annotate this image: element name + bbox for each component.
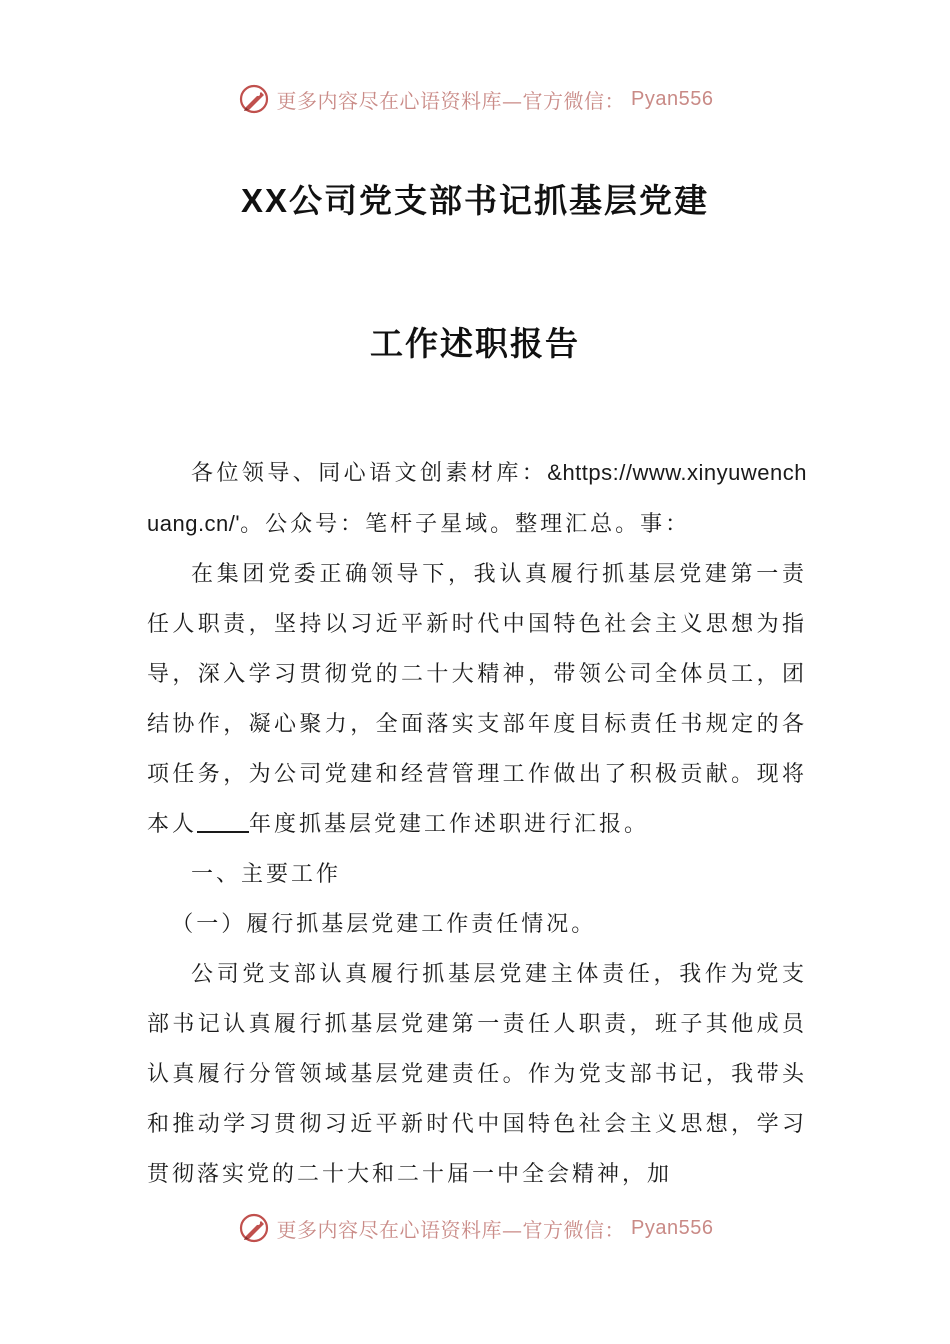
section-heading: 一、主要工作	[191, 862, 342, 887]
greeting-text: 各位领导、同心语文创素材库：	[191, 461, 548, 486]
watermark-id: Pyan556	[631, 87, 714, 110]
pen-logo-icon	[237, 1211, 271, 1245]
greeting-text-2: 。公众号：笔杆子星域。整理汇总。事：	[240, 512, 691, 537]
title-line1-text: 公司党支部书记抓基层党建	[289, 181, 710, 220]
watermark-text: 更多内容尽在心语资料库—官方微信：	[276, 88, 626, 113]
intro-paragraph	[147, 550, 807, 850]
header-watermark	[0, 82, 950, 116]
document-title-line2: 工作述职报告	[370, 324, 580, 363]
title-prefix: XX	[240, 182, 290, 219]
intro-text: 在集团党委正确领导下，我认真履行抓基层党建第一责任人职责，坚持以习近平新时代中国特色社会主义思想为指导，深入学习贯彻党的二十大精神，带领公司全体员工，团结协作，凝心聚力，全面落实支部年度目标责任书规定的各项任务，为公司党建和经营管理工作做出了积极贡献。现将本人	[147, 562, 807, 837]
document-body	[147, 448, 807, 1200]
watermark-id: Pyan556	[631, 1216, 714, 1239]
greeting-paragraph	[147, 448, 807, 550]
document-title-line1	[0, 175, 950, 222]
greeting-url: &https://www.xinyuwenchuang.cn/'	[147, 460, 807, 536]
intro-text-2: 年度抓基层党建工作述职进行汇报。	[249, 812, 650, 837]
body-paragraph: 公司党支部认真履行抓基层党建主体责任，我作为党支部书记认真履行抓基层党建第一责任人职责，班子其他成员认真履行分管领域基层党建责任。作为党支部书记，我带头和推动学习贯彻习近平新时代中国特色社会主义思想，学习贯彻落实党的二十大和二十届一中全会精神，加	[147, 962, 807, 1187]
subsection-heading: （一）履行抓基层党建工作责任情况。	[171, 912, 597, 937]
watermark-text: 更多内容尽在心语资料库—官方微信：	[276, 1217, 626, 1242]
footer-watermark	[0, 1211, 950, 1245]
year-blank	[197, 809, 249, 833]
pen-logo-icon	[237, 82, 271, 116]
